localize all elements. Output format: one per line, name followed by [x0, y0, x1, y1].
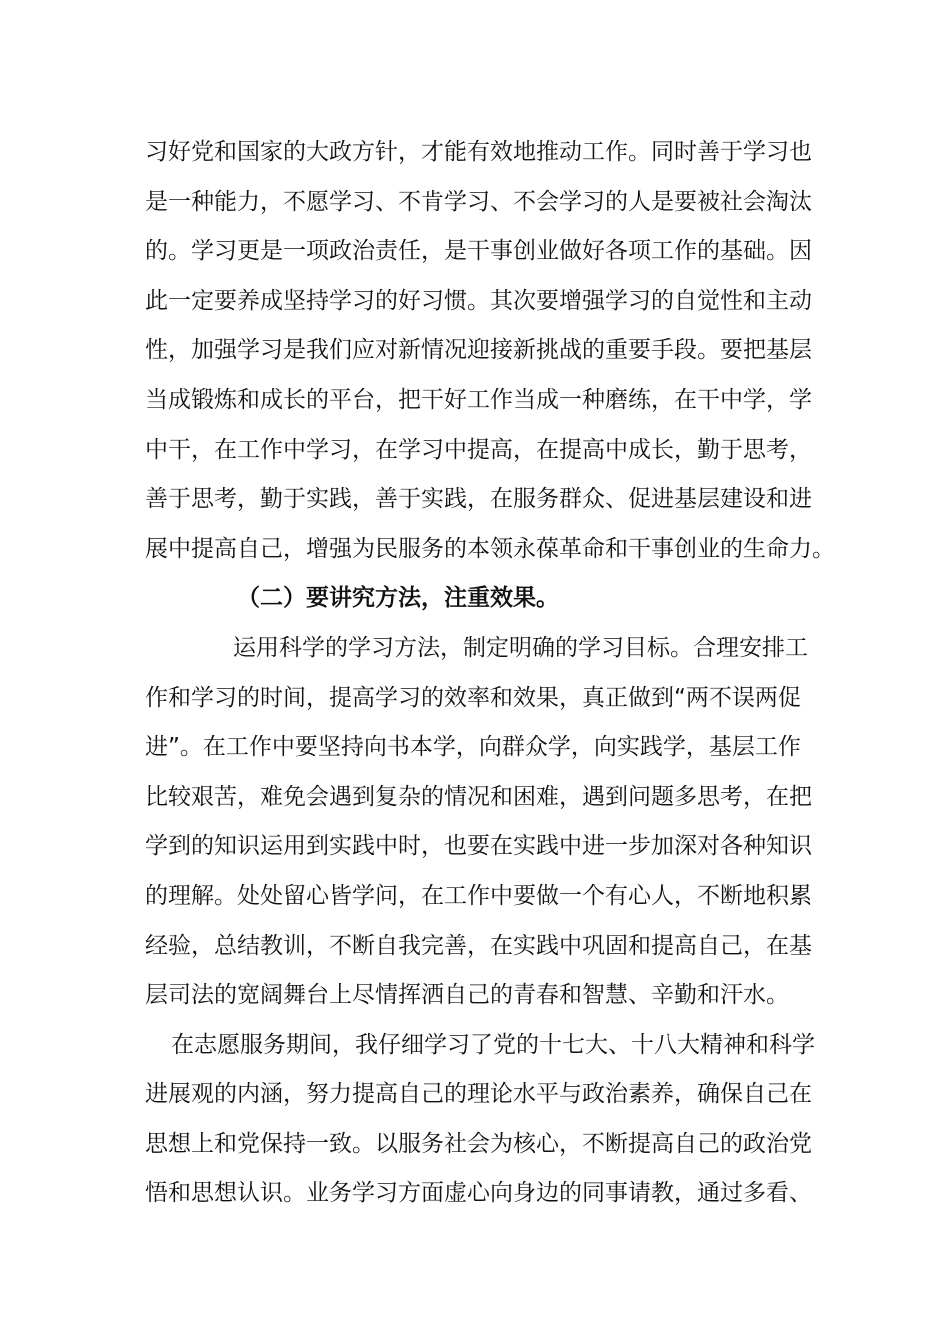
text-line: 比较艰苦，难免会遇到复杂的情况和困难，遇到问题多思考，在把 — [145, 783, 812, 810]
text-line: 运用科学的学习方法，制定明确的学习目标。合理安排工 — [233, 634, 808, 661]
text-line: 此一定要养成坚持学习的好习惯。其次要增强学习的自觉性和主动 — [145, 287, 812, 314]
text-line: 当成锻炼和成长的平台，把干好工作当成一种磨练，在干中学，学 — [145, 386, 812, 413]
text-line: 展中提高自己，增强为民服务的本领永葆革命和干事创业的生命力。 — [145, 535, 835, 562]
text-line: 习好党和国家的大政方针，才能有效地推动工作。同时善于学习也 — [145, 139, 812, 165]
text-line: 中干，在工作中学习，在学习中提高，在提高中成长，勤于思考， — [145, 436, 812, 463]
text-line: 是一种能力，不愿学习、不肯学习、不会学习的人是要被社会淘汰 — [145, 188, 812, 215]
body-text — [145, 128, 835, 1219]
section-heading: （二）要讲究方法，注重效果。 — [237, 585, 559, 612]
text-line: 进”。在工作中要坚持向书本学，向群众学，向实践学，基层工作 — [145, 734, 801, 761]
text-line: 性，加强学习是我们应对新情况迎接新挑战的重要手段。要把基层 — [145, 337, 812, 364]
text-line: 作和学习的时间，提高学习的效率和效果，真正做到“两不误两促 — [145, 684, 801, 711]
text-line: 善于思考，勤于实践，善于实践，在服务群众、促进基层建设和进 — [145, 486, 812, 513]
text-line: 的理解。处处留心皆学问，在工作中要做一个有心人，不断地积累 — [145, 882, 812, 909]
text-line: 思想上和党保持一致。以服务社会为核心，不断提高自己的政治党 — [145, 1130, 812, 1157]
text-line: 悟和思想认识。业务学习方面虚心向身边的同事请教，通过多看、 — [145, 1180, 812, 1207]
text-line: 层司法的宽阔舞台上尽情挥洒自己的青春和智慧、辛勤和汗水。 — [145, 982, 789, 1009]
text-line: 的。学习更是一项政治责任，是干事创业做好各项工作的基础。因 — [145, 238, 812, 265]
text-line: 在志愿服务期间，我仔细学习了党的十七大、十八大精神和科学 — [171, 1031, 815, 1058]
text-line: 进展观的内涵，努力提高自己的理论水平与政治素养，确保自己在 — [145, 1081, 812, 1108]
text-line: 学到的知识运用到实践中时，也要在实践中进一步加深对各种知识 — [145, 833, 812, 860]
text-line: 经验，总结教训，不断自我完善，在实践中巩固和提高自己，在基 — [145, 932, 812, 959]
